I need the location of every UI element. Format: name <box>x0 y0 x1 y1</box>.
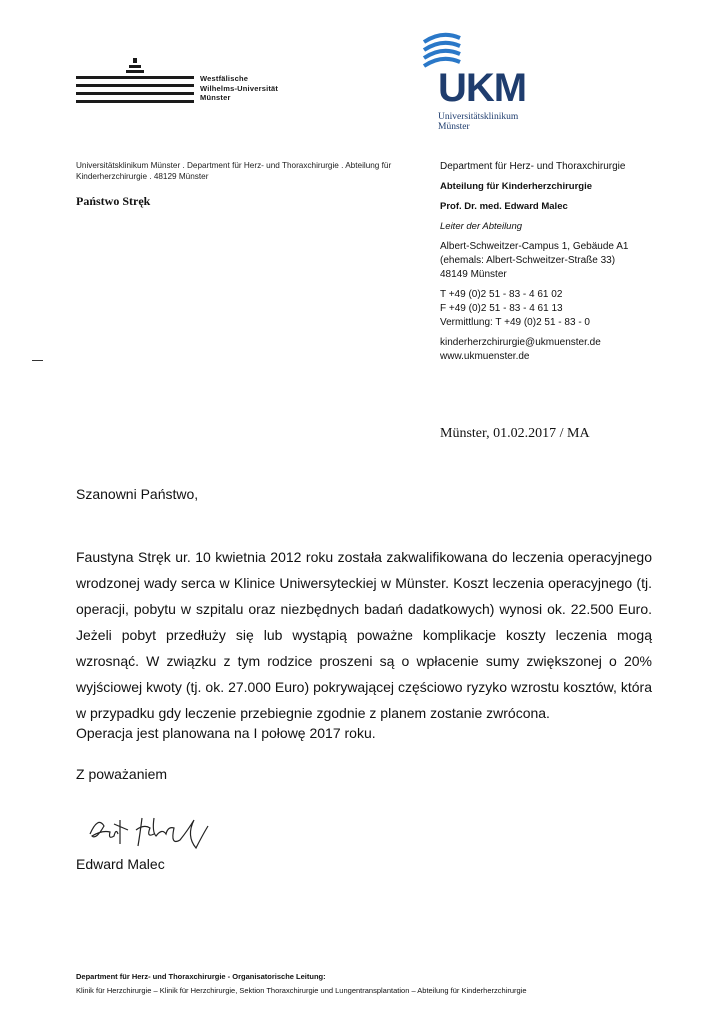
letter-body: Faustyna Stręk ur. 10 kwietnia 2012 roku została zakwalifikowana do leczenia operacyjnego wrodzonej wady serca w Klinice Uniwersyteckiej w Münster. Koszt leczenia operacyjnego (tj. operacji, pobytu w szpitalu oraz niezbędnych badań dadatkowych) wynosi ok. 22.500 Euro. Jeżeli pobyt przedłuży się lub wystąpią poważne komplikacje koszty leczenia mogą wzrosnąć. W związku z tym rodzice proszeni są o wpłacenie sumy zwiększonej o 20% wyjściowej kwoty (tj. ok. 27.000 Euro) pokrywającej częściowo ryzyko wzrostu kosztów, która w przypadku gdy leczenie przebiegnie zgodnie z planem zostanie zwrócona. <box>76 549 652 721</box>
wwu-logo <box>76 56 316 112</box>
handwritten-signature <box>84 806 220 854</box>
wwu-line-1: Westfälische <box>200 74 249 83</box>
email-link[interactable]: kinderherzchirurgie@ukmuenster.de <box>440 337 601 348</box>
department-contact-block <box>440 160 710 364</box>
address-line-2: (ehemals: Albert-Schweitzer-Straße 33) <box>440 255 616 266</box>
salutation: Szanowni Państwo, <box>76 486 199 502</box>
footer-title: Department für Herz- und Thoraxchirurgie - Organisatorische Leitung: <box>76 972 326 981</box>
ukm-sub-line-1: Universitätsklinikum <box>438 112 519 122</box>
sender-address-line: Universitätsklinikum Münster . Department für Herz- und Thoraxchirurgie . Abteilung für Kinderherzchirurgie . 48129 Münster <box>76 161 392 181</box>
date-reference: Münster, 01.02.2017 / MA <box>440 426 590 441</box>
signer-name: Edward Malec <box>76 856 165 872</box>
address-line-1: Albert-Schweitzer-Campus 1, Gebäude A1 <box>440 241 629 252</box>
wwu-line-3: Münster <box>200 93 231 102</box>
wwu-emblem-icon <box>76 56 196 112</box>
ukm-logo <box>420 32 550 136</box>
footer-text: Klinik für Herzchirurgie – Klinik für Herzchirurgie, Sektion Thoraxchirurgie und Lungentransplantation – Abteilung für Kinderherzchirurgie <box>76 986 527 995</box>
wwu-wordmark <box>200 74 278 103</box>
letter-body-last: Operacja jest planowana na I połowę 2017 roku. <box>76 725 376 741</box>
recipient-name: Państwo Stręk <box>76 194 151 208</box>
switchboard-line: Vermittlung: T +49 (0)2 51 - 83 - 0 <box>440 317 590 328</box>
division-name: Abteilung für Kinderherzchirurgie <box>440 181 593 192</box>
wwu-line-2: Wilhelms-Universität <box>200 83 279 93</box>
website-link[interactable]: www.ukmuenster.de <box>440 351 530 362</box>
head-name: Prof. Dr. med. Edward Malec <box>440 201 568 212</box>
ukm-sub-line-2: Münster <box>438 122 470 132</box>
head-role: Leiter der Abteilung <box>440 221 523 232</box>
department-name: Department für Herz- und Thoraxchirurgie <box>440 161 626 172</box>
closing: Z poważaniem <box>76 766 168 782</box>
address-line-3: 48149 Münster <box>440 269 507 280</box>
phone-line: T +49 (0)2 51 - 83 - 4 61 02 <box>440 289 563 300</box>
fax-line: F +49 (0)2 51 - 83 - 4 61 13 <box>440 303 563 314</box>
ukm-wordmark: UKM <box>438 66 527 110</box>
ukm-subtitle <box>438 112 518 132</box>
fold-mark <box>32 360 43 361</box>
